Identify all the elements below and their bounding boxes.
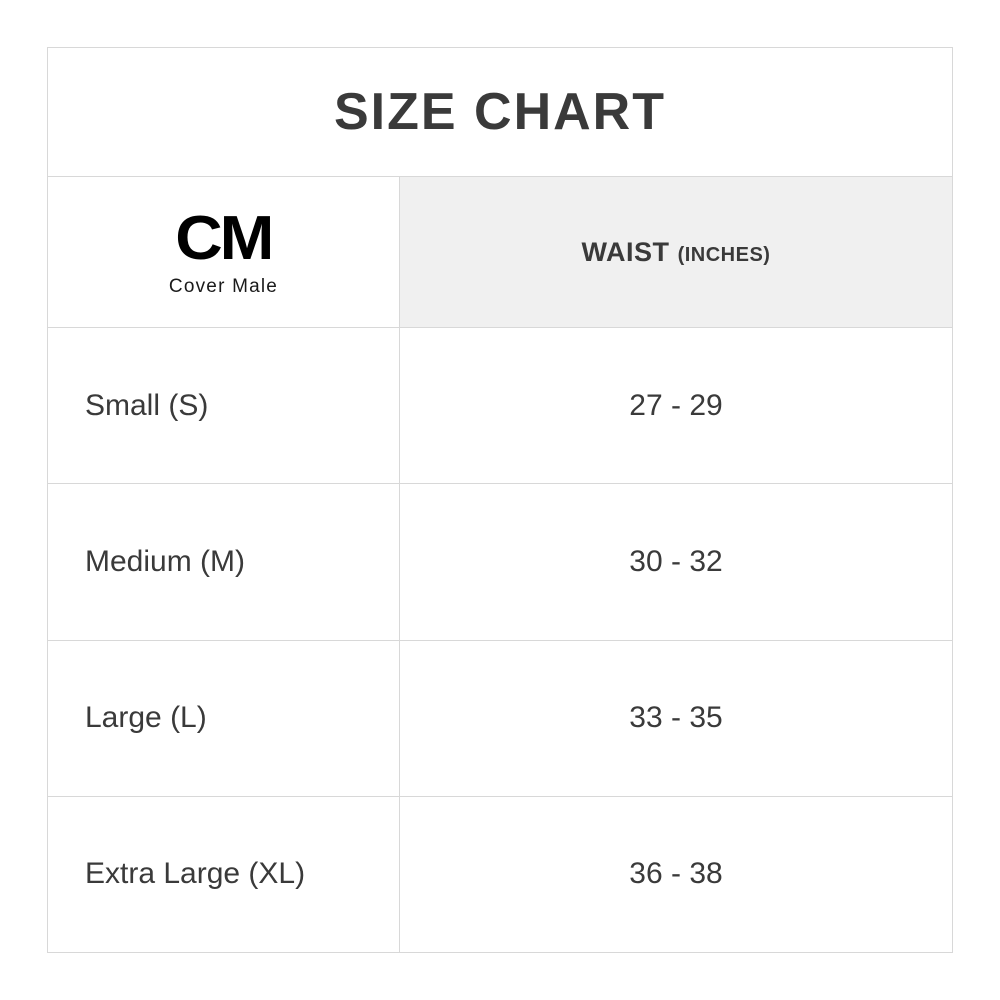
size-label: Medium (M) [85,544,246,578]
waist-value: 33 - 35 [629,701,723,735]
waist-value: 27 - 29 [629,388,723,422]
size-label: Small (S) [85,388,209,422]
table-row [48,328,952,484]
size-cell [48,328,400,483]
waist-cell [400,484,952,639]
measurement-header-text: WAIST [581,236,670,267]
waist-cell [400,797,952,952]
waist-value: 36 - 38 [629,857,723,891]
chart-title-row [48,48,952,177]
size-chart-table [47,47,953,953]
waist-cell [400,328,952,483]
table-row [48,484,952,640]
table-row [48,797,952,952]
brand-logo-cell [48,177,400,327]
table-row [48,641,952,797]
table-header-row [48,177,952,328]
page-title: SIZE CHART [334,83,666,141]
waist-cell [400,641,952,796]
size-label: Large (L) [85,701,207,735]
size-cell [48,641,400,796]
logo-wordmark: Cover Male [168,276,279,297]
size-label: Extra Large (XL) [85,857,306,891]
waist-value: 30 - 32 [629,544,723,578]
size-cell [48,484,400,639]
logo-mark: CM [175,204,272,273]
size-cell [48,797,400,952]
measurement-header-label [582,237,771,268]
measurement-header-cell [400,177,952,327]
logo [168,204,279,297]
measurement-header-unit: (INCHES) [677,243,771,266]
